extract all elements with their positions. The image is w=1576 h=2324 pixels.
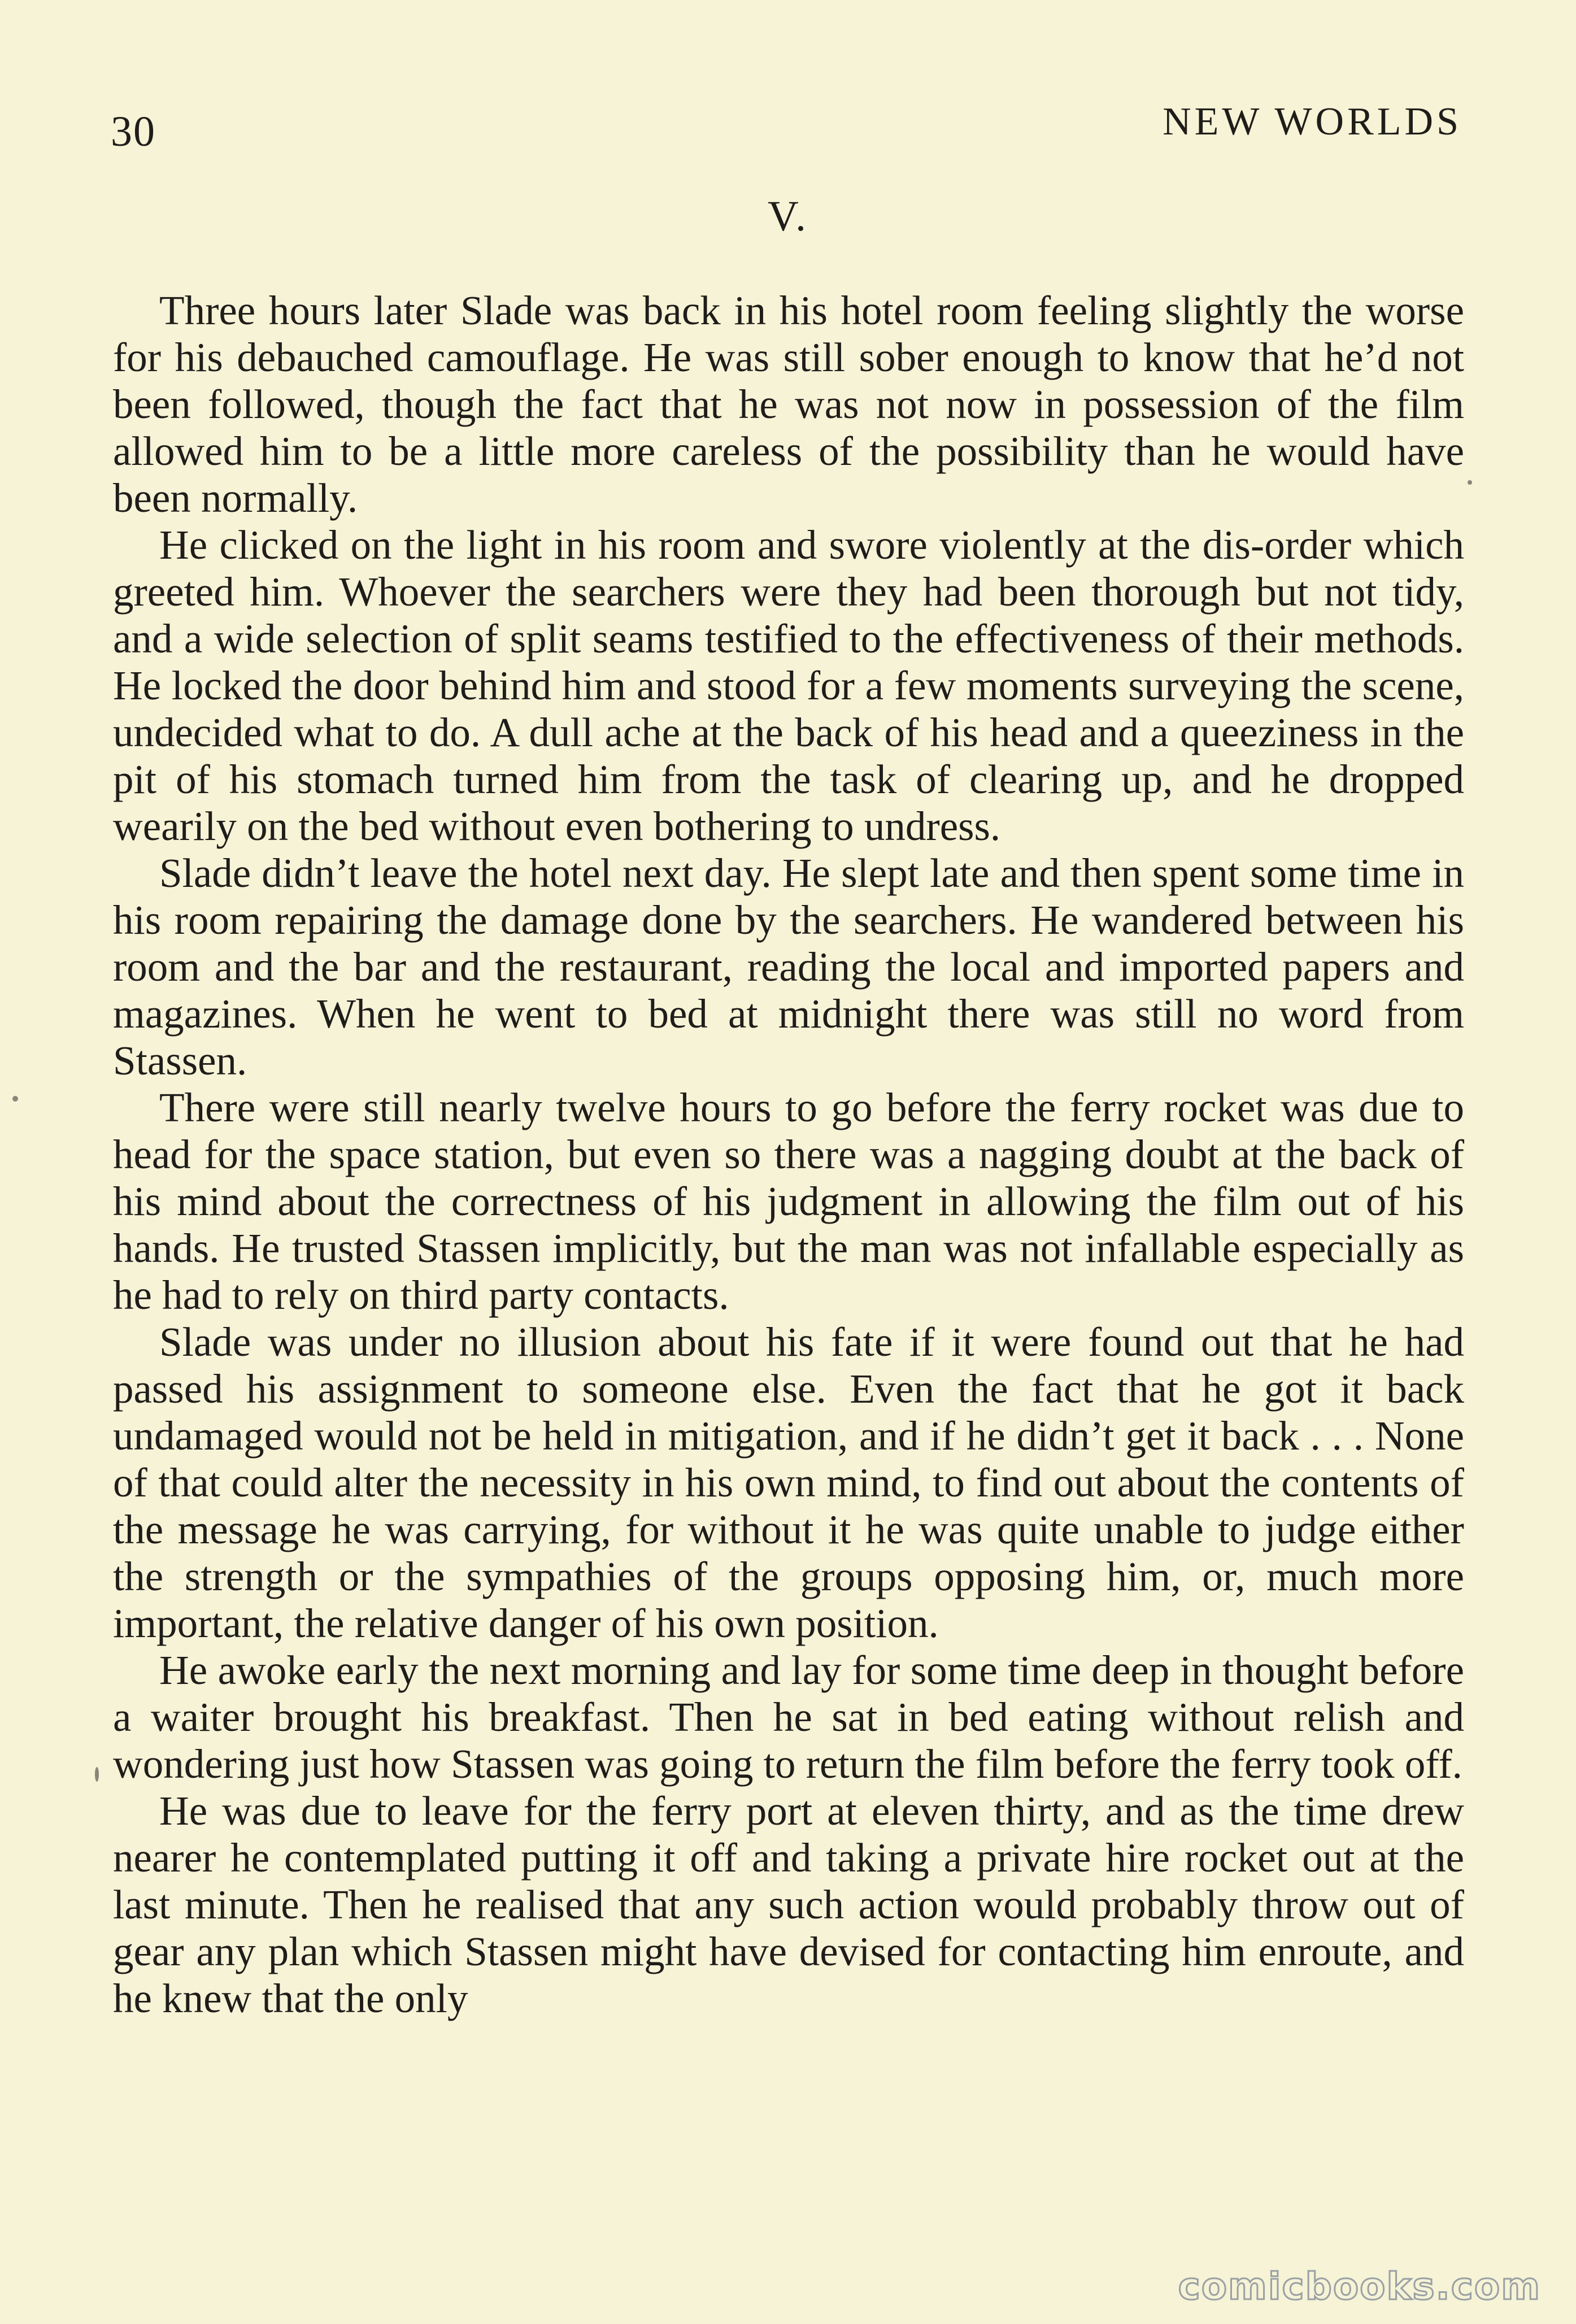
page-number: 30 (111, 108, 156, 155)
section-heading: V. (767, 193, 809, 240)
paper-speck (1468, 480, 1472, 485)
paragraph: Three hours later Slade was back in his hotel room feeling slightly the worse for his debauched camouflage. He was still sober enough to know that he’d not been followed, though the fact that he was not now in possession of the film allowed him to be a little more careless of the possibility than he would have been normally. (113, 288, 1464, 521)
paragraph: He was due to leave for the ferry port at eleven thirty, and as the time drew nearer he contemplated putting it off and taking a private hire rocket out at the last minute. Then he realised that any such action would probably throw out of gear any plan which Stassen might have devised for contacting him enroute, and he knew that the only (113, 1788, 1464, 2021)
paragraph: There were still nearly twelve hours to go before the ferry rocket was due to head for the space station, but even so there was a nagging doubt at the back of his mind about the correctness of his judgment in allowing the film out of his hands. He trusted Stassen implicitly, but the man was not infallable especially as he had to rely on third party contacts. (113, 1085, 1464, 1318)
paper-speck (12, 1096, 18, 1102)
paragraph: Slade didn’t leave the hotel next day. He slept late and then spent some time in his room repairing the damage done by the searchers. He wandered between his room and the bar and the restaurant, reading the local and imported papers and magazines. When he went to bed at midnight there was still no word from Stassen. (113, 850, 1464, 1083)
paragraph: He awoke early the next morning and lay for some time deep in thought before a waiter brought his breakfast. Then he sat in bed eating without relish and wondering just how Stassen was going to return the film before the ferry took off. (113, 1647, 1464, 1787)
paper-speck (95, 1767, 99, 1782)
paragraph: Slade was under no illusion about his fate if it were found out that he had passed his assignment to someone else. Even the fact that he got it back undamaged would not be held in mitigation, and if he didn’t get it back . . . None of that could alter the necessity in his own mind, to find out about the contents of the message he was carrying, for without it he was quite unable to judge either the strength or the sympathies of the groups opposing him, or, much more important, the relative danger of his own position. (113, 1319, 1464, 1646)
body-text (113, 287, 1464, 2022)
watermark-logo: comicbooks.com (1178, 2265, 1541, 2308)
running-title: NEW WORLDS (1163, 100, 1462, 143)
paragraph: He clicked on the light in his room and swore violently at the dis-order which greeted him. Whoever the searchers were they had been thorough but not tidy, and a wide selection of split seams testified to the effectiveness of their methods. He locked the door behind him and stood for a few moments surveying the scene, undecided what to do. A dull ache at the back of his head and a queeziness in the pit of his stomach turned him from the task of clearing up, and he dropped wearily on the bed without even bothering to undress. (113, 522, 1464, 849)
